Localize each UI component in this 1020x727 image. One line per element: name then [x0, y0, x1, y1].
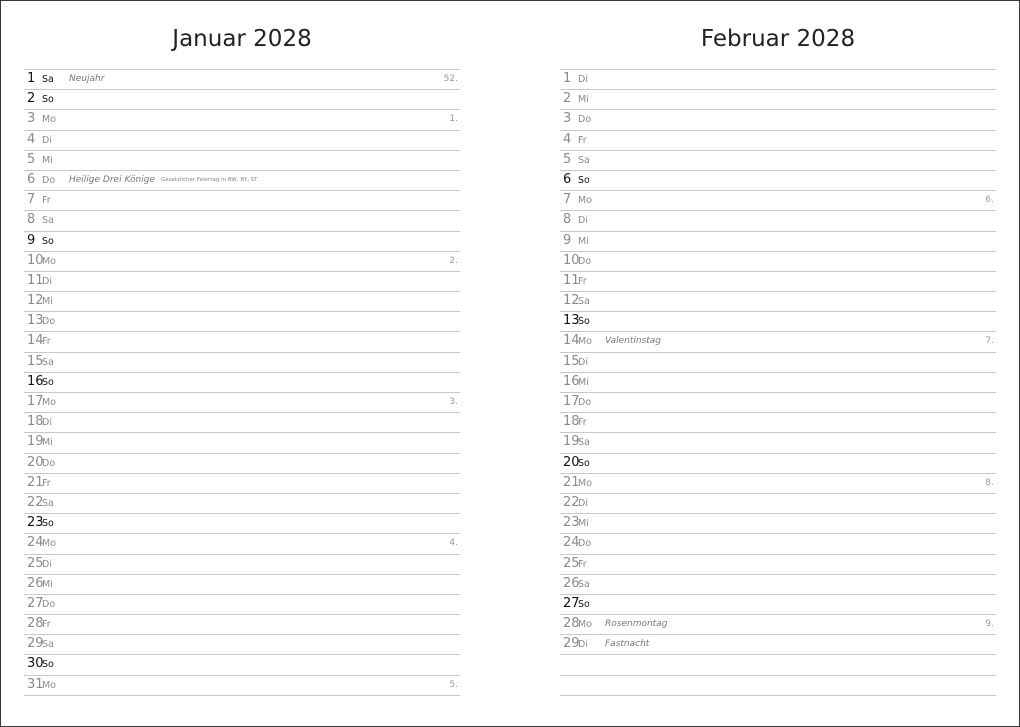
- week-number: 1.: [449, 114, 458, 125]
- day-number: 25: [27, 555, 44, 571]
- day-list: [560, 69, 996, 696]
- week-number: 4.: [449, 538, 458, 549]
- event-text: Valentinstag: [605, 336, 662, 347]
- day-number: 27: [563, 595, 580, 611]
- day-number: 14: [27, 333, 44, 349]
- day-number: 31: [27, 676, 44, 692]
- day-row: [560, 615, 996, 635]
- day-number: 23: [27, 515, 44, 531]
- day-row: [24, 514, 460, 534]
- day-number: 28: [27, 616, 44, 632]
- day-row: [560, 110, 996, 130]
- weekday-label: So: [42, 518, 54, 530]
- day-row: [560, 151, 996, 171]
- day-row: [560, 655, 996, 675]
- day-number: 17: [563, 394, 580, 409]
- day-number: 8: [563, 212, 572, 228]
- day-number: 11: [27, 272, 44, 288]
- week-number: 7.: [985, 336, 994, 347]
- day-list: [24, 69, 460, 696]
- day-number: 10: [563, 252, 580, 268]
- week-number: 9.: [985, 619, 994, 630]
- weekday-label: Fr: [578, 134, 587, 146]
- day-number: 24: [563, 535, 580, 551]
- weekday-label: Do: [42, 316, 56, 328]
- weekday-label: Sa: [42, 639, 54, 651]
- day-number: 16: [563, 373, 580, 389]
- day-row: [24, 292, 460, 312]
- weekday-label: Mi: [578, 518, 589, 530]
- day-number: 5: [563, 151, 572, 167]
- day-row: [24, 413, 460, 433]
- weekday-label: Mo: [578, 336, 593, 348]
- weekday-label: Do: [578, 397, 592, 408]
- month-title: Januar 2028: [172, 26, 312, 52]
- event-label: [605, 639, 649, 649]
- day-row: [24, 555, 460, 575]
- weekday-label: So: [42, 235, 54, 247]
- day-row: [560, 211, 996, 231]
- month-title: Februar 2028: [700, 26, 856, 52]
- weekday-label: Sa: [578, 154, 590, 166]
- week-number: 8.: [985, 477, 994, 488]
- weekday-label: Fr: [42, 336, 51, 348]
- day-row: [560, 332, 996, 352]
- weekday-label: Di: [578, 74, 588, 85]
- event-label: [605, 336, 661, 346]
- month-february: [560, 0, 996, 696]
- weekday-label: Di: [42, 417, 52, 429]
- day-row: [560, 292, 996, 312]
- weekday-label: Mo: [578, 477, 593, 489]
- day-row: [560, 676, 996, 696]
- weekday-label: Fr: [578, 417, 587, 429]
- holiday-note: Gesetzlicher Feiertag in BW, BY, ST: [161, 176, 258, 183]
- weekday-label: Mi: [578, 94, 589, 106]
- weekday-label: So: [42, 376, 54, 388]
- day-number: 29: [563, 636, 580, 652]
- day-number: 5: [27, 151, 36, 167]
- day-number: 22: [563, 494, 580, 510]
- event-text: Heilige Drei Könige: [69, 174, 155, 185]
- day-row: [24, 534, 460, 554]
- day-row: [560, 555, 996, 575]
- weekday-label: So: [578, 598, 590, 610]
- day-number: 24: [27, 535, 44, 551]
- weekday-label: Fr: [42, 477, 51, 489]
- weekday-label: Sa: [42, 356, 54, 368]
- day-row: [24, 272, 460, 292]
- weekday-label: Mi: [42, 578, 53, 590]
- day-row: [560, 312, 996, 332]
- day-number: 9: [563, 232, 572, 248]
- weekday-label: Mi: [578, 235, 589, 247]
- day-row: [24, 474, 460, 494]
- weekday-label: Mi: [578, 376, 589, 388]
- weekday-label: Do: [578, 114, 592, 126]
- day-number: 12: [27, 293, 44, 309]
- week-number: 2.: [449, 255, 458, 266]
- day-row: [24, 171, 460, 191]
- day-row: [24, 393, 460, 413]
- month-january: [24, 0, 460, 696]
- day-row: [560, 433, 996, 453]
- event-text: Neujahr: [69, 74, 105, 84]
- day-row: [24, 110, 460, 130]
- day-number: 4: [27, 131, 36, 147]
- day-row: [24, 494, 460, 514]
- weekday-label: Sa: [578, 296, 590, 308]
- weekday-label: Sa: [578, 578, 590, 590]
- day-number: 17: [27, 394, 44, 409]
- day-row: [560, 494, 996, 514]
- day-row: [24, 655, 460, 675]
- day-number: 18: [563, 414, 580, 430]
- day-row: [560, 171, 996, 191]
- day-row: [560, 595, 996, 615]
- day-row: [24, 151, 460, 171]
- day-row: [560, 474, 996, 494]
- day-number: 15: [27, 353, 44, 369]
- day-row: [560, 70, 996, 90]
- day-row: [560, 575, 996, 595]
- day-row: [24, 615, 460, 635]
- day-number: 19: [27, 434, 44, 450]
- day-number: 6: [563, 171, 572, 187]
- day-row: [560, 393, 996, 413]
- weekday-label: Di: [578, 215, 588, 227]
- day-row: [24, 454, 460, 474]
- weekday-label: Sa: [42, 215, 54, 227]
- weekday-label: Mi: [42, 296, 53, 308]
- day-row: [560, 131, 996, 151]
- day-row: [24, 332, 460, 352]
- week-number: 5.: [449, 679, 458, 690]
- event-label: [69, 175, 258, 185]
- day-number: 12: [563, 293, 580, 309]
- weekday-label: Fr: [42, 195, 51, 207]
- day-row: [560, 534, 996, 554]
- day-row: [560, 272, 996, 292]
- day-number: 3: [563, 111, 572, 127]
- day-number: 20: [563, 454, 580, 470]
- day-number: 18: [27, 414, 44, 430]
- weekday-label: Mo: [578, 195, 593, 207]
- day-row: [560, 454, 996, 474]
- day-row: [560, 353, 996, 373]
- day-number: 16: [27, 373, 44, 389]
- weekday-label: Di: [578, 639, 588, 651]
- day-row: [560, 191, 996, 211]
- day-number: 15: [563, 353, 580, 369]
- day-number: 23: [563, 515, 580, 531]
- day-number: 25: [563, 555, 580, 571]
- day-row: [24, 211, 460, 231]
- weekday-label: Mo: [42, 114, 57, 126]
- day-row: [24, 635, 460, 655]
- day-number: 3: [27, 111, 36, 127]
- weekday-label: Di: [42, 275, 52, 287]
- day-number: 14: [563, 333, 580, 349]
- day-number: 28: [563, 616, 580, 632]
- weekday-label: Do: [42, 457, 56, 469]
- event-text: Fastnacht: [605, 639, 650, 650]
- weekday-label: Di: [42, 558, 52, 570]
- day-row: [560, 90, 996, 110]
- weekday-label: Di: [578, 356, 588, 368]
- day-number: 9: [27, 232, 36, 248]
- day-row: [560, 232, 996, 252]
- day-number: 11: [563, 272, 580, 288]
- day-number: 7: [563, 192, 572, 208]
- day-row: [560, 252, 996, 272]
- day-row: [24, 131, 460, 151]
- weekday-label: Mo: [42, 255, 57, 267]
- event-text: Rosenmontag: [605, 619, 668, 630]
- day-row: [24, 353, 460, 373]
- day-number: 13: [563, 313, 580, 329]
- day-number: 26: [27, 575, 44, 591]
- weekday-label: So: [578, 174, 590, 186]
- day-row: [24, 433, 460, 453]
- week-number: 3.: [449, 397, 458, 407]
- day-row: [24, 312, 460, 332]
- day-row: [24, 252, 460, 272]
- day-row: [560, 635, 996, 655]
- day-row: [24, 191, 460, 211]
- weekday-label: Di: [578, 497, 588, 509]
- day-row: [24, 232, 460, 252]
- weekday-label: Fr: [578, 275, 587, 287]
- event-label: [69, 74, 104, 84]
- weekday-label: Mo: [42, 397, 57, 408]
- day-number: 21: [563, 474, 580, 490]
- day-row: [560, 413, 996, 433]
- day-number: 2: [563, 91, 572, 107]
- day-row: [24, 90, 460, 110]
- day-number: 4: [563, 131, 572, 147]
- weekday-label: Do: [42, 598, 56, 610]
- day-row: [24, 70, 460, 90]
- day-number: 30: [27, 656, 44, 672]
- weekday-label: Fr: [42, 619, 51, 631]
- day-number: 2: [27, 91, 36, 107]
- day-row: [24, 595, 460, 615]
- day-number: 1: [563, 71, 572, 86]
- day-row: [24, 373, 460, 393]
- day-number: 13: [27, 313, 44, 329]
- day-number: 8: [27, 212, 36, 228]
- week-number: 6.: [985, 195, 994, 206]
- day-number: 20: [27, 454, 44, 470]
- day-number: 1: [27, 71, 36, 86]
- day-number: 29: [27, 636, 44, 652]
- weekday-label: Mo: [578, 619, 593, 631]
- weekday-label: Do: [42, 174, 56, 186]
- day-number: 10: [27, 252, 44, 268]
- day-number: 6: [27, 171, 36, 187]
- weekday-label: So: [578, 316, 590, 328]
- weekday-label: Mo: [42, 538, 57, 550]
- weekday-label: Di: [42, 134, 52, 146]
- weekday-label: So: [578, 457, 590, 469]
- weekday-label: So: [42, 659, 54, 671]
- day-number: 26: [563, 575, 580, 591]
- weekday-label: Do: [578, 538, 592, 550]
- weekday-label: So: [42, 94, 54, 106]
- weekday-label: Sa: [578, 437, 590, 449]
- weekday-label: Do: [578, 255, 592, 267]
- weekday-label: Fr: [578, 558, 587, 570]
- day-number: 27: [27, 595, 44, 611]
- day-number: 7: [27, 192, 36, 208]
- day-number: 22: [27, 494, 44, 510]
- day-number: 21: [27, 474, 44, 490]
- day-row: [560, 514, 996, 534]
- day-number: 19: [563, 434, 580, 450]
- week-number: 52.: [443, 74, 458, 84]
- weekday-label: Mi: [42, 154, 53, 166]
- weekday-label: Sa: [42, 74, 54, 85]
- weekday-label: Mi: [42, 437, 53, 449]
- day-row: [560, 373, 996, 393]
- day-row: [24, 575, 460, 595]
- weekday-label: Sa: [42, 497, 54, 509]
- day-row: [24, 676, 460, 696]
- weekday-label: Mo: [42, 679, 57, 691]
- event-label: [605, 619, 667, 629]
